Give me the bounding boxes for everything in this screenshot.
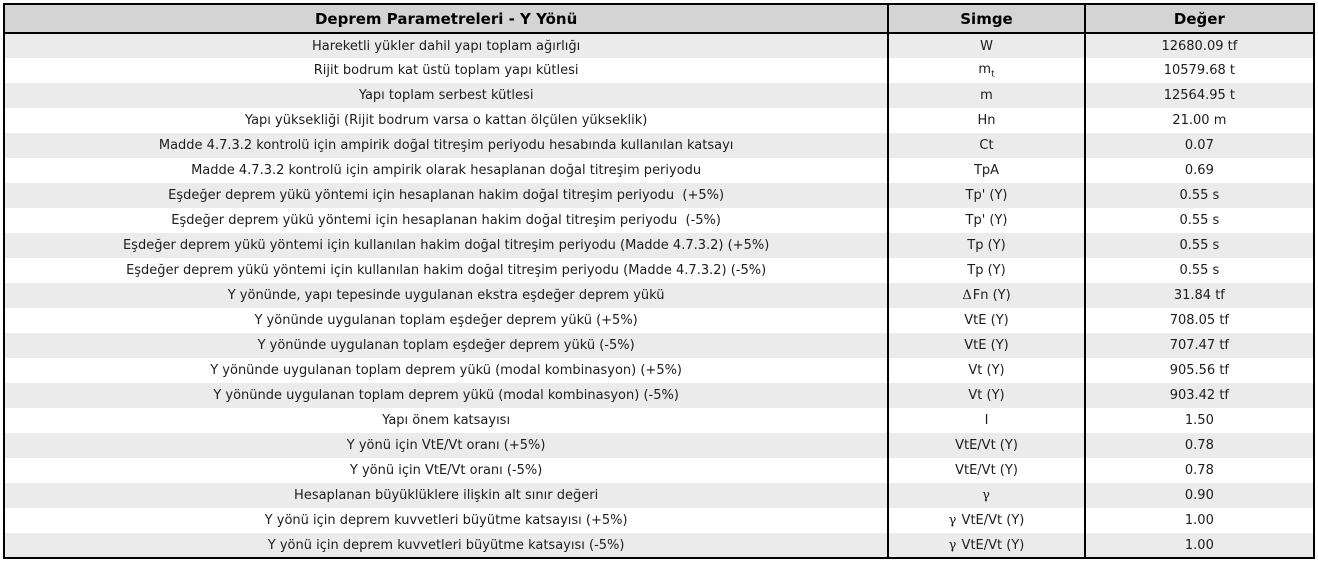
symbol-segment: m [978,61,992,77]
symbol-segment: Tp (Y) [967,263,1006,278]
parameter-value: 0.69 [1085,158,1314,183]
symbol-segment: VtE/Vt (Y) [955,463,1018,478]
table-row [4,83,1314,108]
col-header-simge: Simge [888,4,1085,33]
parameter-value: 21.00 m [1085,108,1314,133]
parameter-label: Yapı yüksekliği (Rijit bodrum varsa o kattan ölçülen yükseklik) [4,108,888,133]
symbol-segment: TpA [973,163,1000,178]
parameter-label: Madde 4.7.3.2 kontrolü için ampirik olarak hesaplanan doğal titreşim periyodu [4,158,888,183]
parameter-value: 1.00 [1085,508,1314,533]
parameter-value: 0.78 [1085,458,1314,483]
parameter-label: Y yönünde uygulanan toplam deprem yükü (modal kombinasyon) (+5%) [4,358,888,383]
header-row [4,4,1314,33]
symbol-segment: Fn (Y) [972,288,1011,303]
parameter-symbol [888,158,1085,183]
table-row [4,283,1314,308]
table-row [4,533,1314,558]
symbol-segment: γ [948,513,957,528]
parameter-label: Madde 4.7.3.2 kontrolü için ampirik doğal titreşim periyodu hesabında kullanılan katsayı [4,133,888,158]
parameter-value: 0.55 s [1085,183,1314,208]
parameter-label: Y yönü için VtE/Vt oranı (+5%) [4,433,888,458]
symbol-segment: γ [982,488,990,503]
parameter-symbol [888,508,1085,533]
symbol-segment: Ct [979,138,994,153]
table-row [4,58,1314,83]
parameter-label: Y yönü için deprem kuvvetleri büyütme katsayısı (-5%) [4,533,888,558]
parameter-value: 707.47 tf [1085,333,1314,358]
parameter-value: 905.56 tf [1085,358,1314,383]
parameter-label: Eşdeğer deprem yükü yöntemi için kullanılan hakim doğal titreşim periyodu (Madde 4.7.3.2) (-5%) [4,258,888,283]
table-row [4,258,1314,283]
parameter-symbol [888,383,1085,408]
parameter-value: 0.78 [1085,433,1314,458]
parameter-value: 1.50 [1085,408,1314,433]
parameter-symbol [888,258,1085,283]
table-row [4,408,1314,433]
col-header-deger: Değer [1085,4,1314,33]
symbol-segment: t [991,69,995,80]
parameter-value: 0.55 s [1085,233,1314,258]
parameter-symbol [888,458,1085,483]
table-row [4,233,1314,258]
table-row [4,133,1314,158]
symbol-segment: W [980,38,993,54]
table-row [4,308,1314,333]
table-row [4,508,1314,533]
symbol-segment: VtE/Vt (Y) [957,537,1025,553]
parameter-value: 903.42 tf [1085,383,1314,408]
parameter-symbol [888,308,1085,333]
table-row [4,483,1314,508]
table-row [4,183,1314,208]
symbol-segment: Δ [962,288,972,303]
table-row [4,458,1314,483]
parameter-symbol [888,83,1085,108]
table-title: Deprem Parametreleri - Y Yönü [4,4,888,33]
table-row [4,108,1314,133]
parameter-symbol [888,283,1085,308]
table-row [4,383,1314,408]
parameter-label: Hareketli yükler dahil yapı toplam ağırlığı [4,33,888,58]
parameter-value: 0.07 [1085,133,1314,158]
parameter-value: 12564.95 t [1085,83,1314,108]
parameter-label: Yapı toplam serbest kütlesi [4,83,888,108]
parameter-label: Hesaplanan büyüklüklere ilişkin alt sınır değeri [4,483,888,508]
symbol-segment: Tp' (Y) [965,213,1008,228]
parameter-symbol [888,108,1085,133]
parameter-value: 12680.09 tf [1085,33,1314,58]
parameter-label: Y yönünde uygulanan toplam eşdeğer deprem yükü (-5%) [4,333,888,358]
parameter-value: 0.55 s [1085,208,1314,233]
table-row [4,208,1314,233]
symbol-segment: VtE/Vt (Y) [957,513,1025,528]
parameter-label: Yapı önem katsayısı [4,408,888,433]
table-row [4,158,1314,183]
earthquake-parameters-table [3,3,1315,559]
table-row [4,433,1314,458]
parameter-label: Eşdeğer deprem yükü yöntemi için hesaplanan hakim doğal titreşim periyodu (-5%) [4,208,888,233]
table-header [4,4,1314,33]
table-row [4,33,1314,58]
parameter-value: 0.55 s [1085,258,1314,283]
parameter-symbol [888,58,1085,83]
parameter-symbol [888,133,1085,158]
parameter-label: Eşdeğer deprem yükü yöntemi için hesaplanan hakim doğal titreşim periyodu (+5%) [4,183,888,208]
symbol-segment: γ [948,537,957,553]
parameter-label: Rijit bodrum kat üstü toplam yapı kütlesi [4,58,888,83]
parameter-symbol [888,358,1085,383]
symbol-segment: m [980,88,993,103]
parameter-value: 10579.68 t [1085,58,1314,83]
parameter-symbol [888,433,1085,458]
parameter-label: Y yönü için VtE/Vt oranı (-5%) [4,458,888,483]
parameter-symbol [888,33,1085,58]
parameter-label: Eşdeğer deprem yükü yöntemi için kullanılan hakim doğal titreşim periyodu (Madde 4.7.3.2) (+5%) [4,233,888,258]
parameter-label: Y yönünde uygulanan toplam deprem yükü (modal kombinasyon) (-5%) [4,383,888,408]
symbol-segment: Hn [977,113,996,128]
parameter-value: 1.00 [1085,533,1314,558]
table-row [4,358,1314,383]
symbol-segment: Tp' (Y) [965,188,1008,203]
parameter-value: 708.05 tf [1085,308,1314,333]
parameter-label: Y yönünde uygulanan toplam eşdeğer deprem yükü (+5%) [4,308,888,333]
parameter-symbol [888,533,1085,558]
symbol-segment: VtE/Vt (Y) [955,438,1018,453]
parameter-symbol [888,483,1085,508]
parameter-label: Y yönü için deprem kuvvetleri büyütme katsayısı (+5%) [4,508,888,533]
parameter-label: Y yönünde, yapı tepesinde uygulanan ekstra eşdeğer deprem yükü [4,283,888,308]
symbol-segment: Tp (Y) [967,238,1006,253]
parameter-symbol [888,233,1085,258]
table-body [4,33,1314,558]
parameter-symbol [888,408,1085,433]
symbol-segment: Vt (Y) [968,388,1005,403]
parameter-symbol [888,208,1085,233]
symbol-segment: Vt (Y) [968,363,1005,378]
symbol-segment: VtE (Y) [964,313,1009,328]
table-row [4,333,1314,358]
symbol-segment: I [984,413,989,428]
parameter-value: 31.84 tf [1085,283,1314,308]
parameter-symbol [888,183,1085,208]
parameter-value: 0.90 [1085,483,1314,508]
symbol-segment: VtE (Y) [964,338,1009,353]
parameter-symbol [888,333,1085,358]
